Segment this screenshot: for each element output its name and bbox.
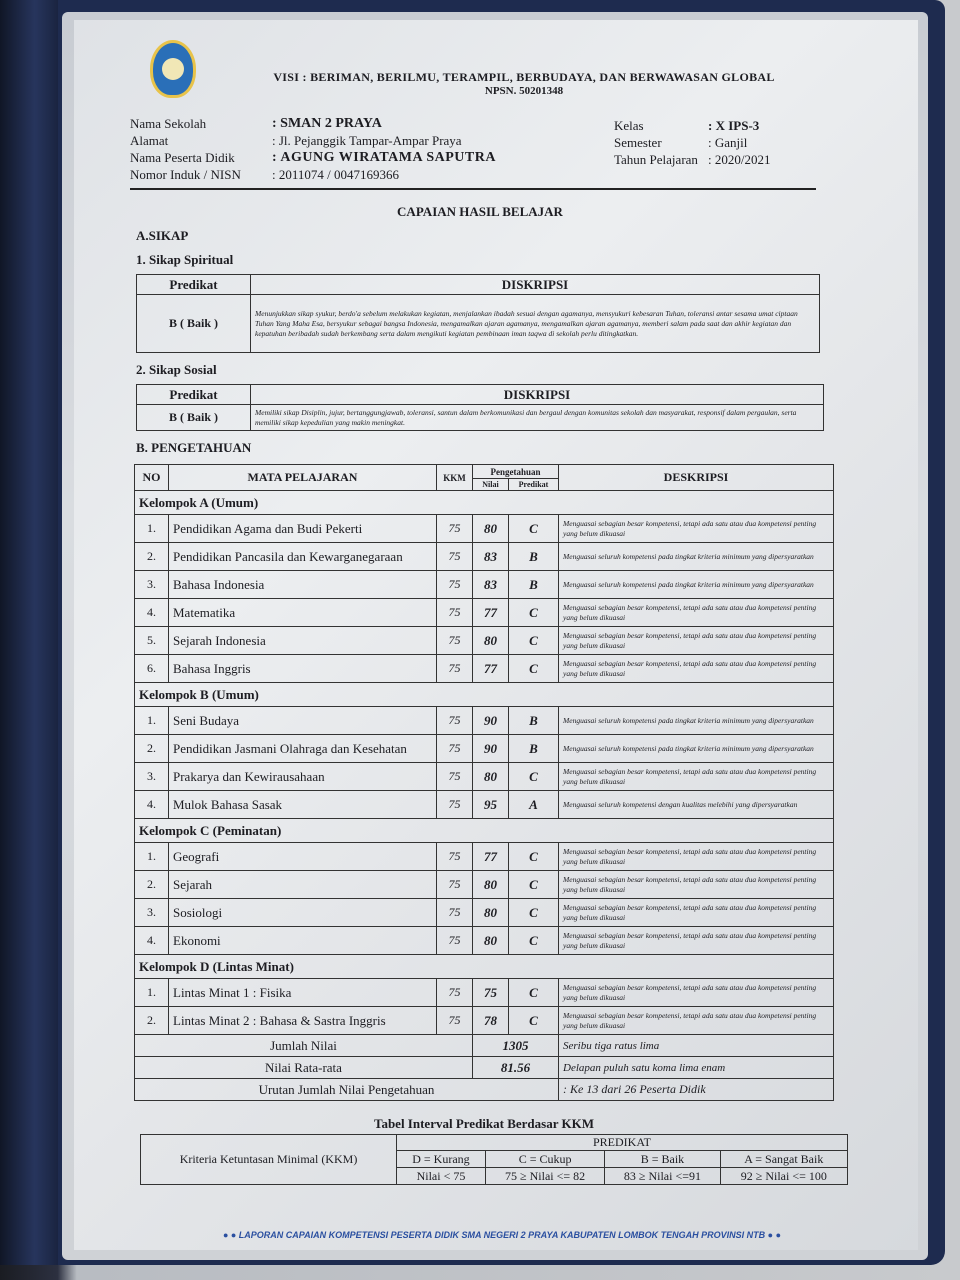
row-nilai: 80 — [473, 927, 509, 955]
sosial-predikat: B ( Baik ) — [137, 405, 251, 431]
row-predikat: A — [509, 791, 559, 819]
row-desc: Menguasai sebagian besar kompetensi, tetapi ada satu atau dua kompetensi penting yang belum dikuasai — [559, 979, 834, 1007]
row-predikat: C — [509, 599, 559, 627]
row-no: 1. — [135, 707, 169, 735]
rata-text: Delapan puluh satu koma lima enam — [559, 1057, 834, 1079]
table-row — [135, 927, 834, 955]
row-nilai: 78 — [473, 1007, 509, 1035]
row-kkm: 75 — [437, 899, 473, 927]
row-nilai: 90 — [473, 707, 509, 735]
row-predikat: C — [509, 655, 559, 683]
row-kkm: 75 — [437, 763, 473, 791]
col-kkm: KKM — [437, 465, 473, 491]
row-nilai: 80 — [473, 763, 509, 791]
row-nilai: 80 — [473, 871, 509, 899]
sosial-heading: 2. Sikap Sosial — [136, 362, 217, 377]
group-row — [135, 491, 834, 515]
row-mapel: Bahasa Indonesia — [169, 571, 437, 599]
row-kkm: 75 — [437, 599, 473, 627]
row-desc: Menguasai seluruh kompetensi pada tingkat kriteria minimum yang dipersyaratkan — [559, 707, 834, 735]
spiritual-predikat: B ( Baik ) — [137, 295, 251, 353]
row-kkm: 75 — [437, 791, 473, 819]
table-row — [135, 979, 834, 1007]
row-kkm: 75 — [437, 627, 473, 655]
row-kkm: 75 — [437, 979, 473, 1007]
row-nilai: 77 — [473, 843, 509, 871]
row-no: 2. — [135, 1007, 169, 1035]
row-mapel: Lintas Minat 2 : Bahasa & Sastra Inggris — [169, 1007, 437, 1035]
row-predikat: C — [509, 515, 559, 543]
row-desc: Menguasai sebagian besar kompetensi, tetapi ada satu atau dua kompetensi penting yang belum dikuasai — [559, 655, 834, 683]
row-kkm: 75 — [437, 871, 473, 899]
col-predikat: Predikat — [509, 479, 559, 491]
interval-title: Tabel Interval Predikat Berdasar KKM — [373, 1116, 595, 1131]
npsn-text: NPSN. 50201348 — [484, 85, 564, 97]
table-row — [135, 899, 834, 927]
label-school: Nama Sekolah — [130, 116, 207, 131]
table-row — [135, 571, 834, 599]
row-mapel: Prakarya dan Kewirausahaan — [169, 763, 437, 791]
row-kkm: 75 — [437, 571, 473, 599]
row-mapel: Pendidikan Jasmani Olahraga dan Kesehatan — [169, 735, 437, 763]
row-nilai: 80 — [473, 627, 509, 655]
row-kkm: 75 — [437, 515, 473, 543]
row-mapel: Seni Budaya — [169, 707, 437, 735]
label-year: Tahun Pelajaran — [614, 152, 698, 167]
row-predikat: C — [509, 843, 559, 871]
value-class: : X IPS-3 — [708, 118, 760, 133]
row-predikat: B — [509, 735, 559, 763]
table-row — [135, 763, 834, 791]
label-address: Alamat — [130, 133, 169, 148]
group-name: Kelompok C (Peminatan) — [135, 819, 834, 843]
jumlah-value: 1305 — [473, 1035, 559, 1057]
value-address: : Jl. Pejanggik Tampar-Ampar Praya — [272, 133, 462, 148]
group-row — [135, 683, 834, 707]
row-mapel: Sosiologi — [169, 899, 437, 927]
sosial-col-deskripsi: DISKRIPSI — [251, 385, 824, 405]
label-nisn: Nomor Induk / NISN — [130, 167, 241, 182]
row-kkm: 75 — [437, 927, 473, 955]
row-predikat: B — [509, 571, 559, 599]
group-name: Kelompok A (Umum) — [135, 491, 834, 515]
value-semester: : Ganjil — [708, 135, 748, 150]
pengetahuan-heading: B. PENGETAHUAN — [136, 440, 252, 455]
row-mapel: Mulok Bahasa Sasak — [169, 791, 437, 819]
row-predikat: C — [509, 927, 559, 955]
row-predikat: C — [509, 1007, 559, 1035]
row-mapel: Matematika — [169, 599, 437, 627]
value-student-name: : AGUNG WIRATAMA SAPUTRA — [272, 150, 496, 165]
row-mapel: Bahasa Inggris — [169, 655, 437, 683]
row-kkm: 75 — [437, 1007, 473, 1035]
grades-body — [135, 491, 834, 1035]
col-deskripsi: DESKRIPSI — [559, 465, 834, 491]
row-no: 3. — [135, 571, 169, 599]
table-row — [135, 735, 834, 763]
row-predikat: C — [509, 979, 559, 1007]
row-nilai: 83 — [473, 571, 509, 599]
group-row — [135, 819, 834, 843]
interval-c: C = Cukup — [485, 1151, 604, 1168]
row-kkm: 75 — [437, 707, 473, 735]
spiritual-heading: 1. Sikap Spiritual — [136, 252, 234, 267]
row-desc: Menguasai sebagian besar kompetensi, tetapi ada satu atau dua kompetensi penting yang belum dikuasai — [559, 763, 834, 791]
row-predikat: C — [509, 899, 559, 927]
col-nilai: Nilai — [473, 479, 509, 491]
row-mapel: Ekonomi — [169, 927, 437, 955]
spiritual-desc: Menunjukkan sikap syukur, berdo'a sebelum melakukan kegiatan, menjalankan ibadah sesuai dengan agamanya, mensyukuri kebesaran Tuhan, toleransi antar sesama umat ciptaan Tuhan Yang Maha Esa, bersyukur sebagai bangsa Indonesia, mengamalkan ajaran agamanya, mengamalkan ajaran agamanya, memberi salam pada saat dan akhir kegiatan dan kepatuhan beribadah sudah berkembang serta dalam mengikuti kegiatan pembinaan iman taqwa di sekolah perlu ditingkatkan. — [251, 295, 820, 353]
row-no: 3. — [135, 899, 169, 927]
table-row — [135, 515, 834, 543]
row-no: 4. — [135, 927, 169, 955]
row-desc: Menguasai seluruh kompetensi pada tingkat kriteria minimum yang dipersyaratkan — [559, 571, 834, 599]
header-divider — [130, 188, 816, 190]
range-b: 83 ≥ Nilai <=91 — [605, 1168, 720, 1185]
table-row — [135, 843, 834, 871]
row-nilai: 80 — [473, 515, 509, 543]
row-nilai: 77 — [473, 599, 509, 627]
row-nilai: 80 — [473, 899, 509, 927]
row-desc: Menguasai seluruh kompetensi pada tingkat kriteria minimum yang dipersyaratkan — [559, 543, 834, 571]
row-mapel: Geografi — [169, 843, 437, 871]
spiritual-col-predikat: Predikat — [137, 275, 251, 295]
col-no: NO — [135, 465, 169, 491]
kkm-label: Kriteria Ketuntasan Minimal (KKM) — [141, 1135, 397, 1185]
row-mapel: Lintas Minat 1 : Fisika — [169, 979, 437, 1007]
interval-b: B = Baik — [605, 1151, 720, 1168]
value-nisn: : 2011074 / 0047169366 — [272, 167, 399, 182]
urutan-label: Urutan Jumlah Nilai Pengetahuan — [135, 1079, 559, 1101]
report-footer: ● ● LAPORAN CAPAIAN KOMPETENSI PESERTA DIDIK SMA NEGERI 2 PRAYA KABUPATEN LOMBOK TENGAH PROVINSI NTB ● ● — [222, 1230, 782, 1240]
row-mapel: Pendidikan Pancasila dan Kewarganegaraan — [169, 543, 437, 571]
row-mapel: Sejarah Indonesia — [169, 627, 437, 655]
group-name: Kelompok B (Umum) — [135, 683, 834, 707]
row-desc: Menguasai sebagian besar kompetensi, tetapi ada satu atau dua kompetensi penting yang belum dikuasai — [559, 871, 834, 899]
table-row — [135, 543, 834, 571]
row-no: 2. — [135, 735, 169, 763]
row-nilai: 75 — [473, 979, 509, 1007]
urutan-text: : Ke 13 dari 26 Peserta Didik — [559, 1079, 834, 1101]
row-nilai: 95 — [473, 791, 509, 819]
rata-value: 81.56 — [473, 1057, 559, 1079]
row-desc: Menguasai sebagian besar kompetensi, tetapi ada satu atau dua kompetensi penting yang belum dikuasai — [559, 899, 834, 927]
row-no: 2. — [135, 871, 169, 899]
group-row — [135, 955, 834, 979]
row-no: 1. — [135, 843, 169, 871]
table-row — [135, 627, 834, 655]
sikap-heading: A.SIKAP — [136, 228, 189, 243]
col-pengetahuan: Pengetahuan — [473, 465, 559, 479]
row-kkm: 75 — [437, 655, 473, 683]
row-kkm: 75 — [437, 543, 473, 571]
group-name: Kelompok D (Lintas Minat) — [135, 955, 834, 979]
row-desc: Menguasai sebagian besar kompetensi, tetapi ada satu atau dua kompetensi penting yang belum dikuasai — [559, 599, 834, 627]
rata-label: Nilai Rata-rata — [135, 1057, 473, 1079]
row-desc: Menguasai sebagian besar kompetensi, tetapi ada satu atau dua kompetensi penting yang belum dikuasai — [559, 927, 834, 955]
report-page — [74, 20, 918, 1250]
row-predikat: B — [509, 543, 559, 571]
row-desc: Menguasai seluruh kompetensi dengan kualitas melebihi yang dipersyaratkan — [559, 791, 834, 819]
row-desc: Menguasai seluruh kompetensi pada tingkat kriteria minimum yang dipersyaratkan — [559, 735, 834, 763]
range-c: 75 ≥ Nilai <= 82 — [485, 1168, 604, 1185]
value-year: : 2020/2021 — [708, 152, 771, 167]
row-predikat: C — [509, 871, 559, 899]
table-row — [135, 599, 834, 627]
sosial-col-predikat: Predikat — [137, 385, 251, 405]
table-row — [135, 707, 834, 735]
school-logo-icon — [150, 40, 196, 98]
row-nilai: 90 — [473, 735, 509, 763]
binder-spine — [0, 0, 58, 1265]
sosial-table — [136, 384, 824, 431]
row-nilai: 83 — [473, 543, 509, 571]
row-no: 1. — [135, 979, 169, 1007]
table-row — [135, 655, 834, 683]
row-kkm: 75 — [437, 843, 473, 871]
interval-d: D = Kurang — [397, 1151, 486, 1168]
spiritual-table — [136, 274, 820, 353]
row-predikat: B — [509, 707, 559, 735]
label-class: Kelas — [614, 118, 644, 133]
jumlah-label: Jumlah Nilai — [135, 1035, 473, 1057]
table-row — [135, 1007, 834, 1035]
row-desc: Menguasai sebagian besar kompetensi, tetapi ada satu atau dua kompetensi penting yang belum dikuasai — [559, 843, 834, 871]
row-no: 4. — [135, 791, 169, 819]
row-nilai: 77 — [473, 655, 509, 683]
row-no: 6. — [135, 655, 169, 683]
range-d: Nilai < 75 — [397, 1168, 486, 1185]
interval-a: A = Sangat Baik — [720, 1151, 847, 1168]
row-no: 1. — [135, 515, 169, 543]
student-info — [130, 116, 830, 188]
row-no: 5. — [135, 627, 169, 655]
predikat-label: PREDIKAT — [397, 1135, 848, 1151]
row-mapel: Pendidikan Agama dan Budi Pekerti — [169, 515, 437, 543]
sosial-desc: Memiliki sikap Disiplin, jujur, bertanggungjawab, toleransi, santun dalam berkomunikasi dan bergaul dengan komunitas sekolah dan masyarakat, responsif dalam pergaulan, serta memiliki sikap kepedulian yang makin meningkat. — [251, 405, 824, 431]
label-semester: Semester — [614, 135, 662, 150]
value-school: : SMAN 2 PRAYA — [272, 116, 382, 131]
row-no: 3. — [135, 763, 169, 791]
row-desc: Menguasai sebagian besar kompetensi, tetapi ada satu atau dua kompetensi penting yang belum dikuasai — [559, 1007, 834, 1035]
col-mapel: MATA PELAJARAN — [169, 465, 437, 491]
label-student-name: Nama Peserta Didik — [130, 150, 235, 165]
row-mapel: Sejarah — [169, 871, 437, 899]
spiritual-col-deskripsi: DISKRIPSI — [251, 275, 820, 295]
interval-table — [140, 1134, 848, 1185]
row-kkm: 75 — [437, 735, 473, 763]
row-no: 2. — [135, 543, 169, 571]
table-row — [135, 791, 834, 819]
grades-table — [134, 464, 834, 1101]
report-title: CAPAIAN HASIL BELAJAR — [397, 204, 563, 219]
row-no: 4. — [135, 599, 169, 627]
range-a: 92 ≥ Nilai <= 100 — [720, 1168, 847, 1185]
row-desc: Menguasai sebagian besar kompetensi, tetapi ada satu atau dua kompetensi penting yang belum dikuasai — [559, 515, 834, 543]
row-predikat: C — [509, 763, 559, 791]
row-desc: Menguasai sebagian besar kompetensi, tetapi ada satu atau dua kompetensi penting yang belum dikuasai — [559, 627, 834, 655]
table-row — [135, 871, 834, 899]
visi-text: VISI : BERIMAN, BERILMU, TERAMPIL, BERBUDAYA, DAN BERWAWASAN GLOBAL — [273, 70, 775, 84]
jumlah-text: Seribu tiga ratus lima — [559, 1035, 834, 1057]
row-predikat: C — [509, 627, 559, 655]
